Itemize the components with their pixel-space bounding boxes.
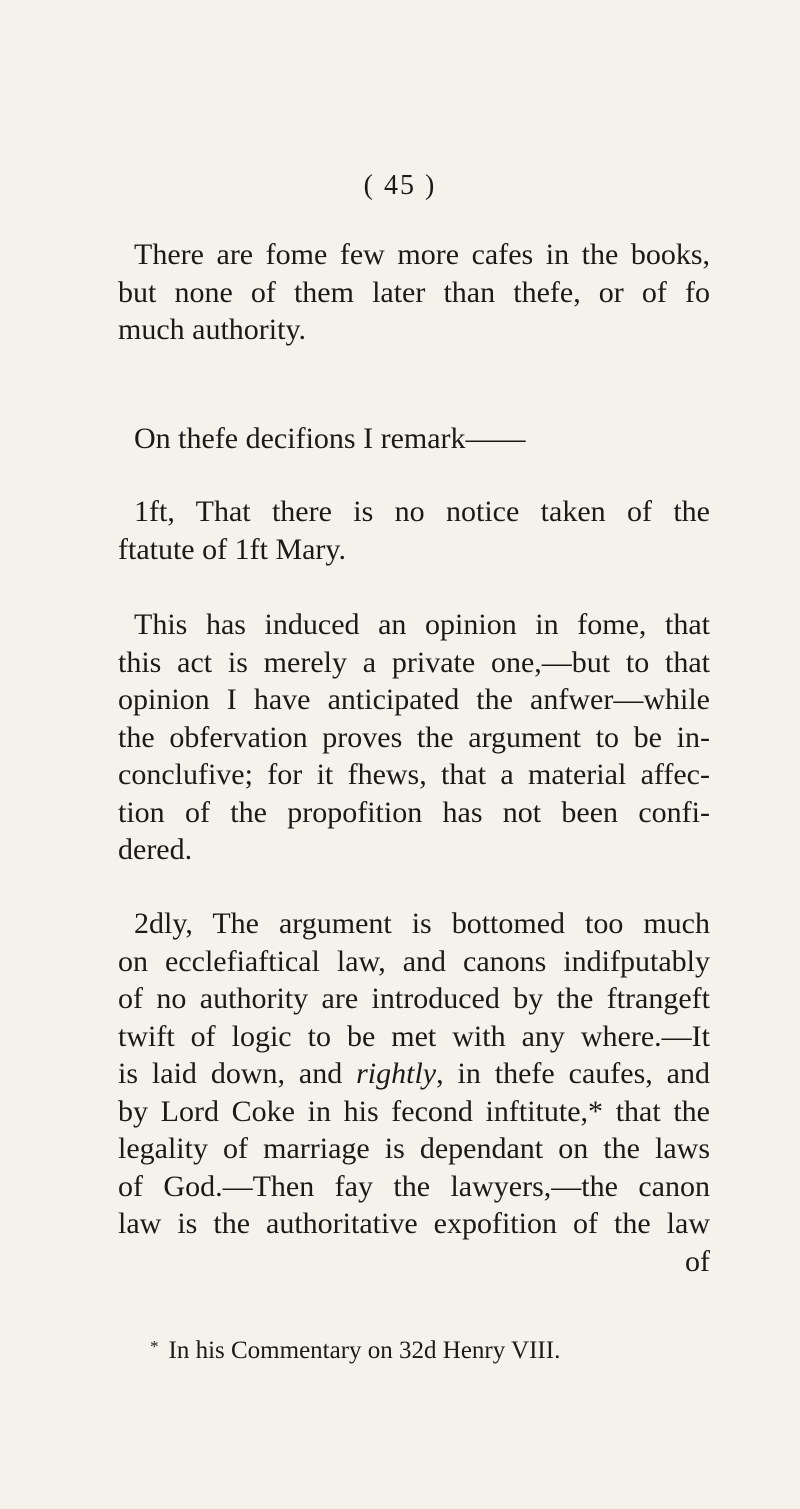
text-line: 2dly, The argument is bottomed too much <box>134 907 710 940</box>
catchword: of <box>685 1244 710 1278</box>
text-line: 1ft, That there is no notice taken of the <box>134 495 710 528</box>
text-line: by Lord Coke in his fecond inftitute,* that the <box>118 1094 710 1128</box>
text-line: on ecclefiaftical law, and canons indifputably <box>118 944 710 978</box>
page-number: ( 45 ) <box>363 170 437 201</box>
text-line: twift of logic to be met with any where.—It <box>118 1019 710 1053</box>
text-line: this act is merely a private one,—but to that <box>118 645 710 679</box>
text-line: On thefe decifions I remark—— <box>134 422 526 455</box>
text-line <box>118 1055 710 1093</box>
text-line: legality of marriage is dependant on the laws <box>118 1132 710 1165</box>
text-segment: , in thefe caufes, and <box>436 1057 710 1090</box>
text-line: There are fome few more cafes in the books, <box>134 238 710 271</box>
paragraph-4 <box>118 606 710 869</box>
text-line: but none of them later than thefe, or of fo <box>118 275 710 309</box>
text-line: of no authority are introduced by the ftrangeft <box>118 982 710 1015</box>
text-line: dered. <box>118 833 193 866</box>
paragraph-1 <box>118 236 710 349</box>
text-line: conclufive; for it fhews, that a material affec- <box>118 758 710 791</box>
text-line: much authority. <box>118 313 307 346</box>
text-segment: is laid down, and <box>118 1057 357 1090</box>
text-line: opinion I have anticipated the anfwer—while <box>118 683 710 716</box>
footnote <box>150 1337 560 1365</box>
text-line: of God.—Then fay the lawyers,—the canon <box>118 1169 710 1203</box>
text-line: tion of the propofition has not been confi- <box>118 795 710 829</box>
text-line: ftatute of 1ft Mary. <box>118 532 346 566</box>
footnote-text: In his Commentary on 32d Henry VIII. <box>168 1337 561 1364</box>
paragraph-3 <box>118 493 710 568</box>
paragraph-5 <box>118 905 710 1280</box>
text-line: This has induced an opinion in fome, that <box>134 608 710 641</box>
footnote-mark: * <box>150 1337 159 1356</box>
paragraph-2 <box>118 420 710 458</box>
text-line: law is the authoritative expofition of the law <box>118 1207 710 1240</box>
italic-word: rightly <box>356 1057 437 1090</box>
text-line: the obfervation proves the argument to be in- <box>118 720 710 754</box>
